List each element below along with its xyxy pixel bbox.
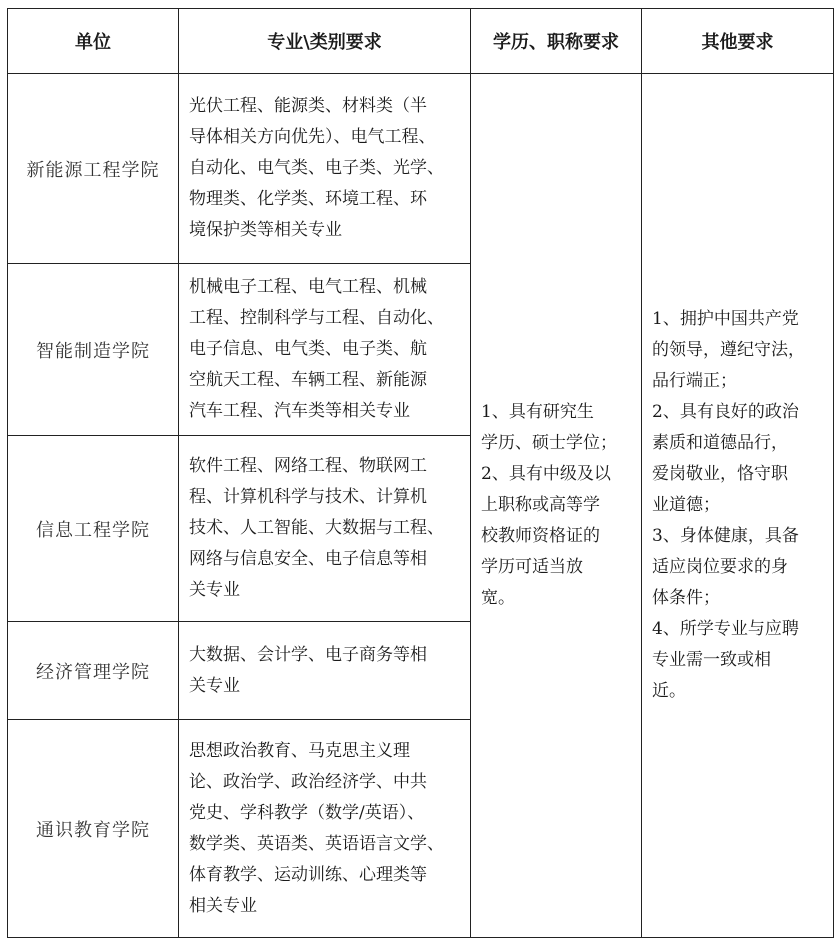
major-line: 思想政治教育、马克思主义理 xyxy=(189,740,410,761)
education-line: 学历可适当放 xyxy=(481,557,583,577)
unit-cell: 通识教育学院 xyxy=(8,720,179,938)
other-line: 的领导，遵纪守法， xyxy=(652,340,805,360)
major-line: 软件工程、网络工程、物联网工 xyxy=(189,456,427,476)
other-cell xyxy=(642,74,834,938)
major-cell xyxy=(179,436,471,622)
other-line: 爱岗敬业，恪守职 xyxy=(652,464,788,484)
major-line: 程、计算机科学与技术、计算机 xyxy=(189,487,427,507)
major-line: 相关专业 xyxy=(189,895,257,916)
major-line: 党史、学科教学（数学/英语）、 xyxy=(189,802,425,823)
major-line: 论、政治学、政治经济学、中共 xyxy=(189,771,427,792)
major-line: 机械电子工程、电气工程、机械 xyxy=(189,277,427,297)
major-line: 大数据、会计学、电子商务等相 xyxy=(189,644,427,665)
education-line: 学历、硕士学位； xyxy=(481,433,617,453)
major-line: 物理类、化学类、环境工程、环 xyxy=(189,189,427,209)
requirements-table xyxy=(7,8,834,938)
major-cell xyxy=(179,720,471,938)
major-line: 光伏工程、能源类、材料类（半 xyxy=(189,96,427,116)
major-line: 境保护类等相关专业 xyxy=(189,220,342,240)
table-row xyxy=(8,74,834,264)
major-line: 技术、人工智能、大数据与工程、 xyxy=(189,518,444,538)
major-line: 关专业 xyxy=(189,675,240,696)
other-line: 专业需一致或相 xyxy=(652,650,771,670)
major-line: 导体相关方向优先）、电气工程、 xyxy=(189,127,436,147)
header-other: 其他要求 xyxy=(642,9,834,74)
major-line: 体育教学、运动训练、心理类等 xyxy=(189,864,427,885)
major-line: 空航天工程、车辆工程、新能源 xyxy=(189,370,427,390)
other-line: 4、所学专业与应聘 xyxy=(652,619,799,639)
major-line: 数学类、英语类、英语语言文学、 xyxy=(189,833,444,854)
unit-cell: 信息工程学院 xyxy=(8,436,179,622)
education-line: 2、具有中级及以 xyxy=(481,464,611,484)
other-line: 适应岗位要求的身 xyxy=(652,557,788,577)
header-row xyxy=(8,9,834,74)
other-line: 近。 xyxy=(652,681,686,701)
education-line: 1、具有研究生 xyxy=(481,402,594,422)
header-major: 专业\类别要求 xyxy=(179,9,471,74)
major-line: 自动化、电气类、电子类、光学、 xyxy=(189,158,444,178)
major-cell xyxy=(179,74,471,264)
major-cell xyxy=(179,622,471,720)
unit-cell: 新能源工程学院 xyxy=(8,74,179,264)
header-unit: 单位 xyxy=(8,9,179,74)
unit-cell: 智能制造学院 xyxy=(8,264,179,436)
major-line: 汽车工程、汽车类等相关专业 xyxy=(189,401,410,421)
education-cell xyxy=(471,74,642,938)
header-education: 学历、职称要求 xyxy=(471,9,642,74)
other-line: 2、具有良好的政治 xyxy=(652,402,799,422)
major-line: 关专业 xyxy=(189,580,240,600)
other-line: 素质和道德品行， xyxy=(652,433,788,453)
education-line: 校教师资格证的 xyxy=(481,526,600,546)
unit-cell: 经济管理学院 xyxy=(8,622,179,720)
education-line: 上职称或高等学 xyxy=(481,495,600,515)
education-line: 宽。 xyxy=(481,588,515,608)
other-line: 体条件； xyxy=(652,588,720,608)
other-line: 1、拥护中国共产党 xyxy=(652,309,799,329)
other-line: 业道德； xyxy=(652,495,720,515)
major-line: 电子信息、电气类、电子类、航 xyxy=(189,339,427,359)
major-cell xyxy=(179,264,471,436)
major-line: 网络与信息安全、电子信息等相 xyxy=(189,549,427,569)
other-line: 3、身体健康，具备 xyxy=(652,526,799,546)
major-line: 工程、控制科学与工程、自动化、 xyxy=(189,308,444,328)
other-line: 品行端正； xyxy=(652,371,737,391)
